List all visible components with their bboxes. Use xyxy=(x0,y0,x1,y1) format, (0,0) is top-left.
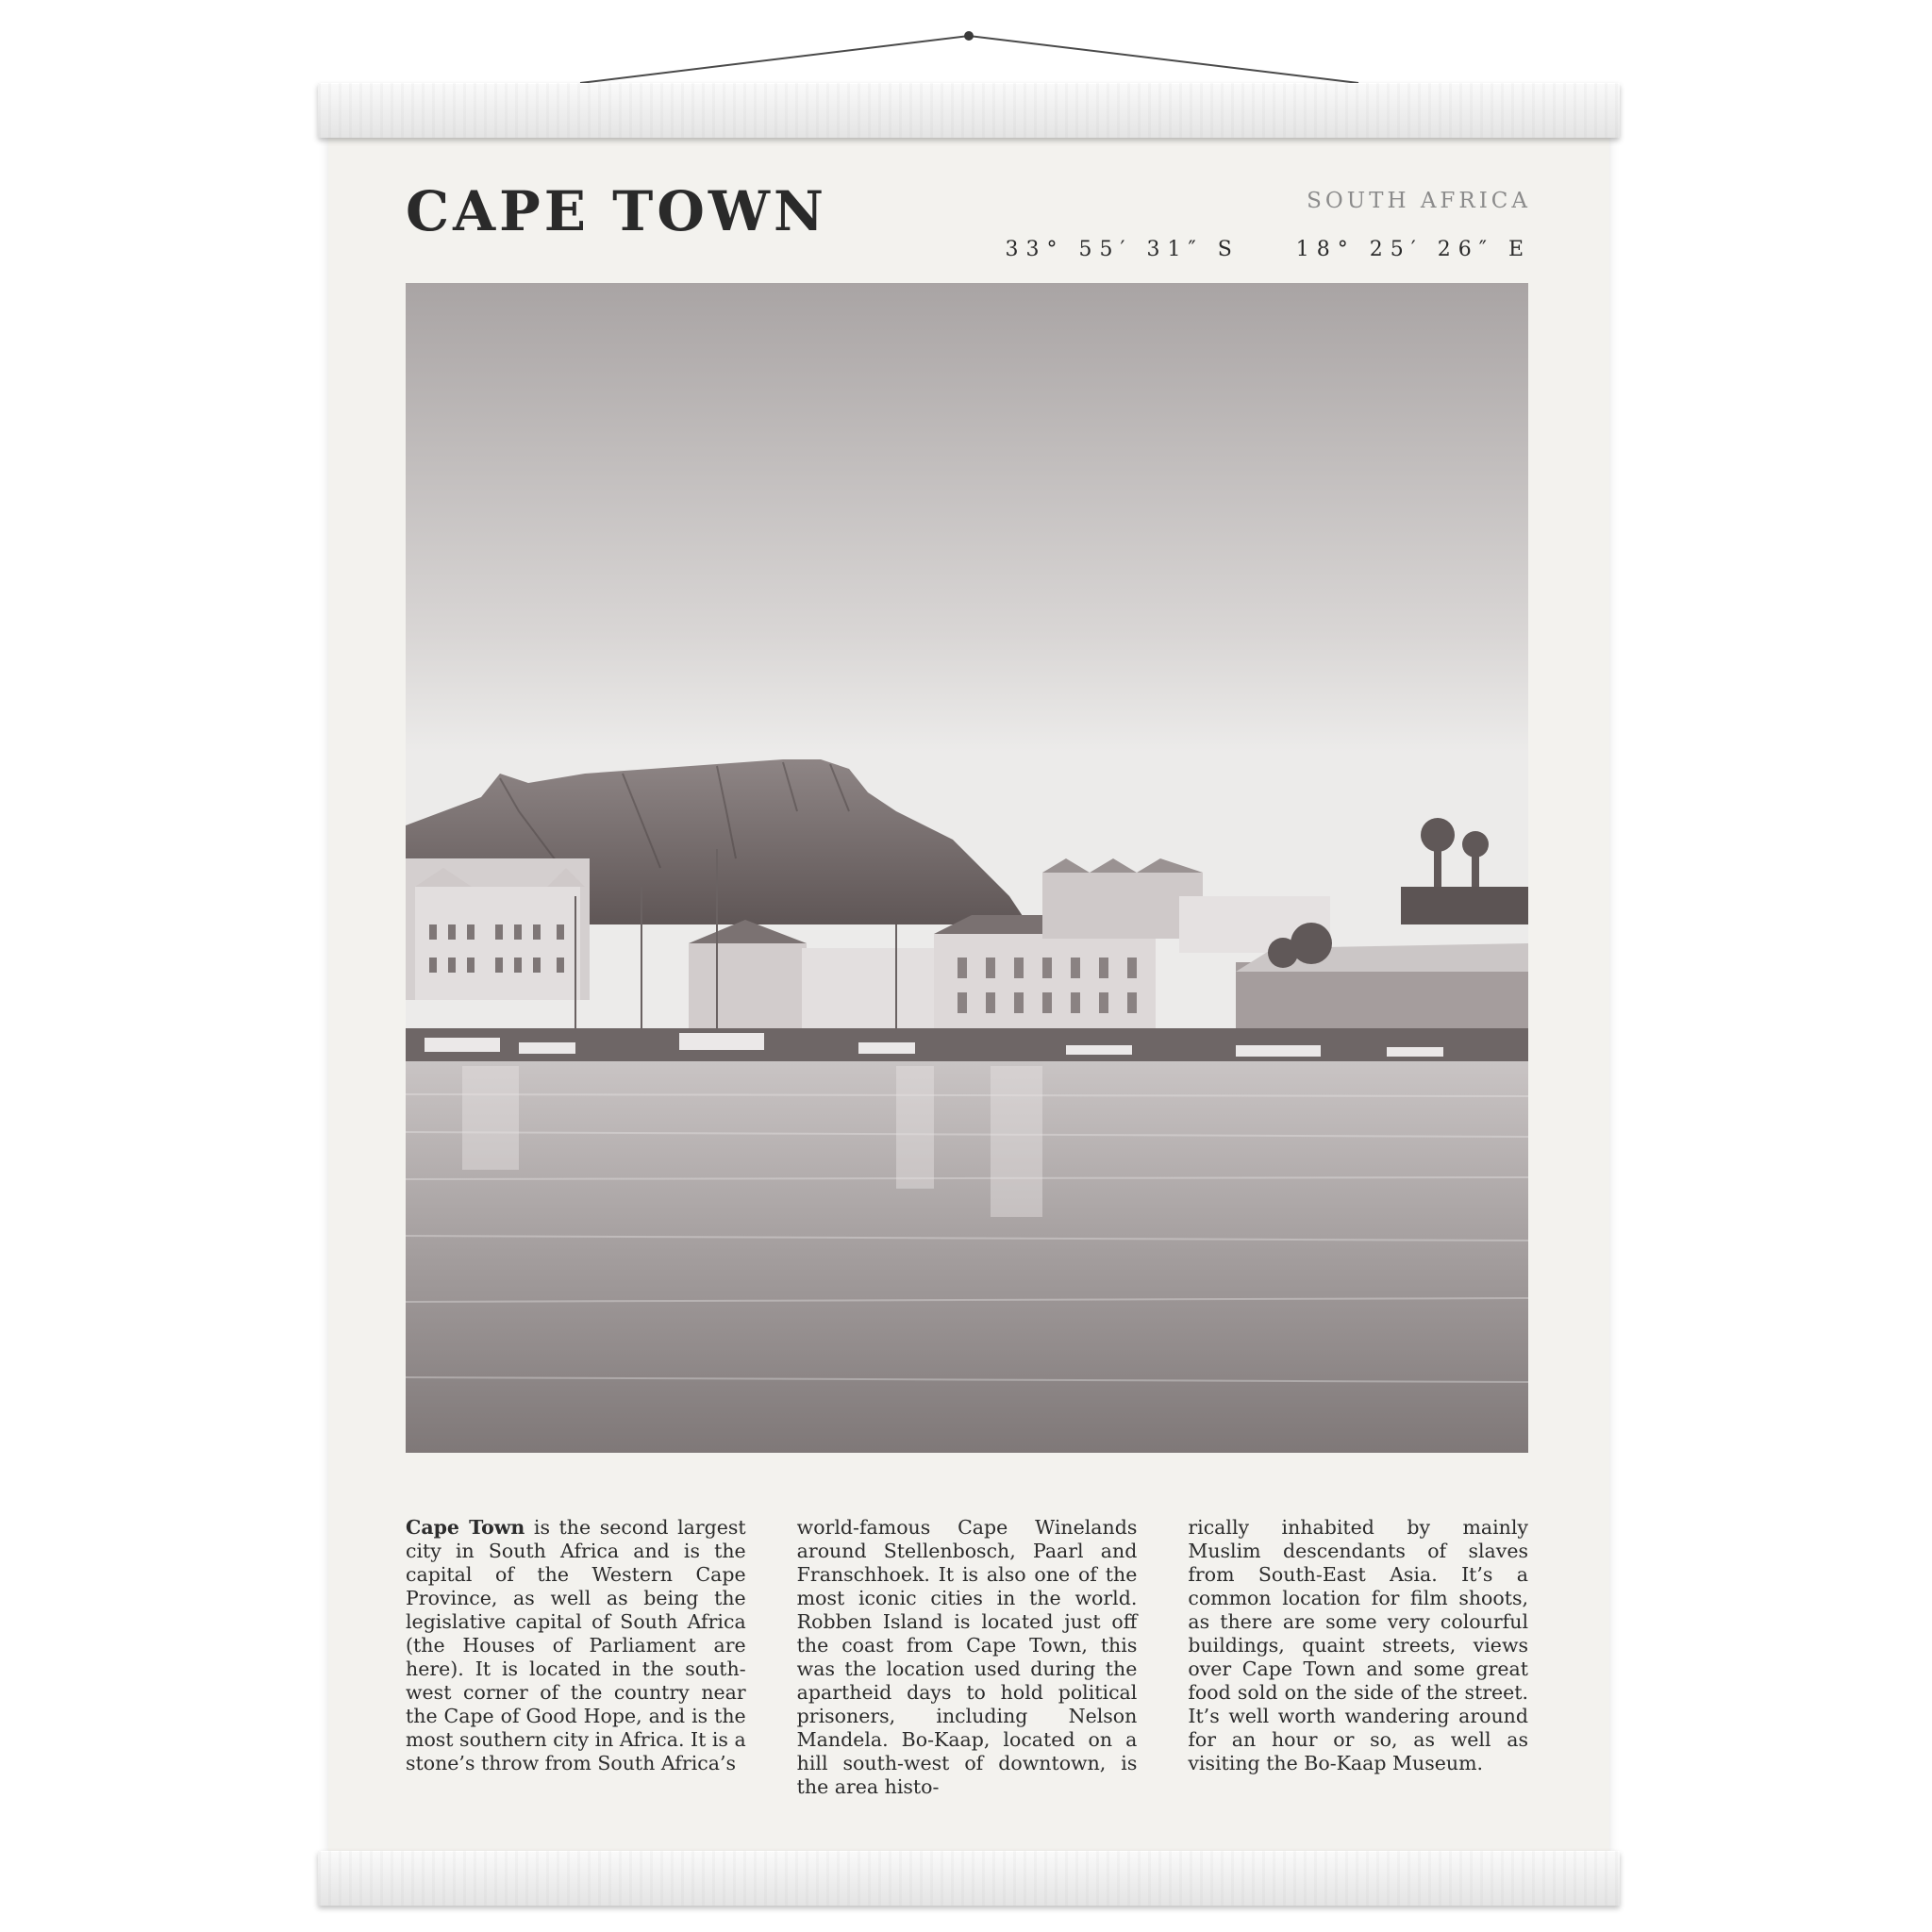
hook-pin xyxy=(964,31,974,41)
description-columns xyxy=(406,1516,1528,1799)
description-text-1: is the second largest city in South Africa and is the capital of the Western Cape Province, as well as being the legislative capital of South Africa (the Houses of Parliament are here). It is located in the south-west corner of the country near the Cape of Good Hope, and is the most southern city in Africa. It is a stone’s throw from South Africa’s xyxy=(406,1516,746,1774)
coordinates xyxy=(1006,238,1531,261)
country-label: SOUTH AFRICA xyxy=(1307,189,1531,213)
description-column-3: rically inhabited by mainly Muslim descendants of slaves from South-East Asia. It’s a common location for film shoots, as there are some very colourful buildings, quaint streets, views over Cape Town and some great food sold on the side of the street. It’s well worth wandering around for an hour or so, as well as visiting the Bo-Kaap Museum. xyxy=(1188,1516,1529,1774)
city-title: CAPE TOWN xyxy=(406,179,828,243)
bottom-wooden-hanger xyxy=(318,1851,1620,1906)
lead-term: Cape Town xyxy=(406,1516,525,1539)
latitude: 33° 55′ 31″ S xyxy=(1005,238,1240,261)
description-column-1 xyxy=(406,1516,746,1799)
description-column-2: world-famous Cape Winelands around Stellenbosch, Paarl and Franschhoek. It is also one of the most iconic cities in the world. Robben Island is located just off the coast from Cape Town, this was the location used during the apartheid days to hold political prisoners, including Nelson Mandela. Bo-Kaap, located on a hill south-west of downtown, is the area histo- xyxy=(796,1516,1138,1798)
longitude: 18° 25′ 26″ E xyxy=(1295,238,1531,261)
top-wooden-hanger xyxy=(318,83,1620,138)
harbour-photo xyxy=(406,283,1528,1453)
